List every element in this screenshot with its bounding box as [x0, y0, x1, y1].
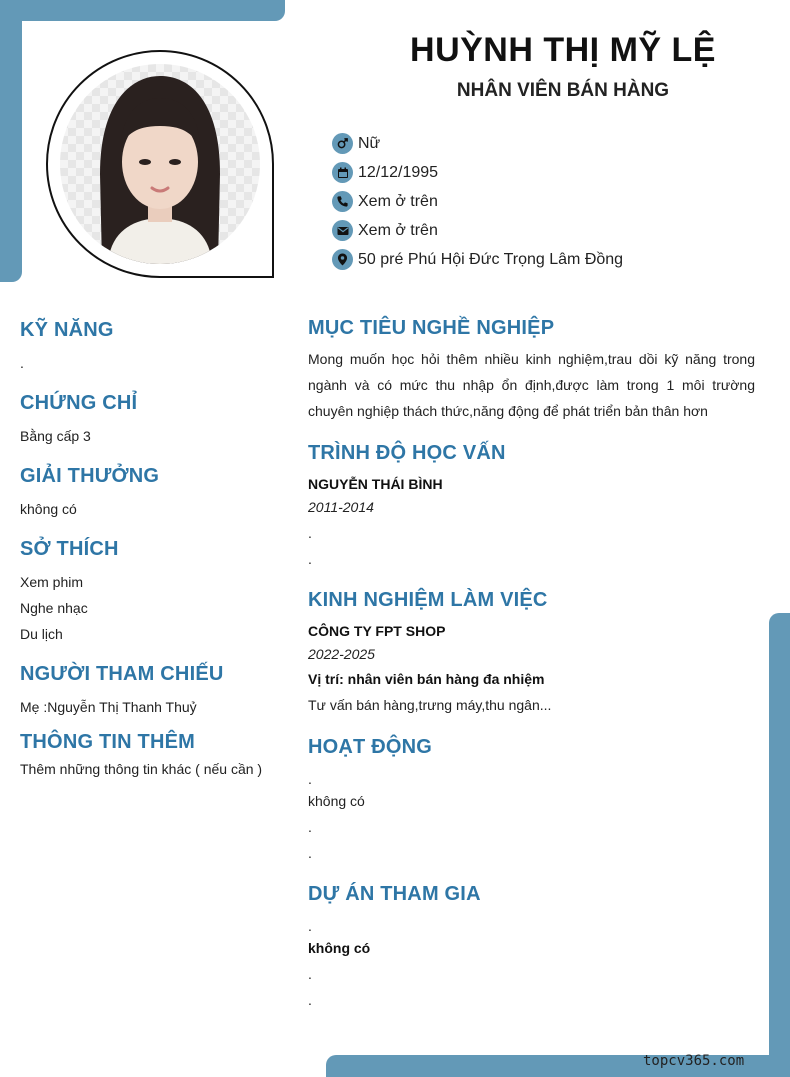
contact-email: [332, 216, 623, 245]
watermark: topcv365.com: [643, 1053, 745, 1069]
project-line: .: [308, 966, 312, 982]
experience-title: KINH NGHIỆM LÀM VIỆC: [308, 589, 548, 611]
activity-line: .: [308, 819, 312, 835]
project-line: .: [308, 918, 312, 934]
activity-line: không có: [308, 793, 365, 809]
activities-title: HOẠT ĐỘNG: [308, 736, 433, 758]
certificates-title: CHỨNG CHỈ: [20, 392, 138, 414]
contact-email-value[interactable]: Xem ở trên: [358, 221, 438, 239]
education-line: .: [308, 551, 312, 567]
references-title: NGƯỜI THAM CHIẾU: [20, 663, 224, 685]
objective-text: Mong muốn học hỏi thêm nhiều kinh nghiệm,trau dồi kỹ năng trong ngành và có mức thu nhập ổn định,được làm trong 1 môi trường chuyên nghiệp thách thức,năng động để phát triển bản thân hơn: [308, 351, 755, 419]
job-title: NHÂN VIÊN BÁN HÀNG: [456, 80, 670, 101]
projects-title: DỰ ÁN THAM GIA: [308, 883, 481, 905]
awards-title: GIẢI THƯỞNG: [20, 465, 160, 487]
decor-top-bar: [0, 0, 285, 21]
objective-title: MỤC TIÊU NGHỀ NGHIỆP: [308, 317, 555, 339]
hobbies-title: SỞ THÍCH: [20, 538, 119, 560]
reference-item: Mẹ :Nguyễn Thị Thanh Thuỷ: [20, 699, 197, 715]
project-line: .: [308, 992, 312, 1008]
avatar: [60, 64, 260, 264]
avatar-frame: [46, 50, 274, 278]
calendar-icon: [332, 162, 353, 183]
skills-item: .: [20, 355, 24, 371]
contact-gender-value: Nữ: [358, 134, 381, 152]
certificates-item: Bằng cấp 3: [20, 428, 91, 444]
contact-phone: [332, 187, 623, 216]
decor-right-bar: [769, 613, 790, 1077]
contact-gender: [332, 129, 623, 158]
experience-position: Vị trí: nhân viên bán hàng đa nhiệm: [308, 671, 545, 687]
experience-description: Tư vấn bán hàng,trưng máy,thu ngân...: [308, 697, 552, 713]
education-line: .: [308, 525, 312, 541]
awards-item: không có: [20, 501, 77, 517]
education-period: 2011-2014: [308, 499, 374, 515]
contact-phone-value[interactable]: Xem ở trên: [358, 192, 438, 210]
contact-list: [332, 129, 623, 274]
education-school: NGUYỄN THÁI BÌNH: [308, 476, 443, 492]
experience-period: 2022-2025: [308, 646, 375, 662]
contact-address-value: 50 pré Phú Hội Đức Trọng Lâm Đồng: [358, 250, 624, 268]
decor-left-bar: [0, 0, 22, 282]
skills-title: KỸ NĂNG: [20, 319, 114, 341]
extra-info-item: Thêm những thông tin khác ( nếu cần ): [20, 761, 263, 777]
location-icon: [332, 249, 353, 270]
candidate-name: HUỲNH THỊ MỸ LỆ: [410, 31, 716, 69]
experience-company: CÔNG TY FPT SHOP: [308, 623, 446, 639]
hobby-item: Du lịch: [20, 626, 63, 642]
education-title: TRÌNH ĐỘ HỌC VẤN: [308, 442, 506, 464]
contact-birthday-value: 12/12/1995: [358, 163, 439, 181]
extra-info-title: THÔNG TIN THÊM: [20, 731, 196, 753]
email-icon: [332, 220, 353, 241]
gender-icon: [332, 133, 353, 154]
activity-line: .: [308, 771, 312, 787]
activity-line: .: [308, 845, 312, 861]
hobby-item: Nghe nhạc: [20, 600, 88, 616]
phone-icon: [332, 191, 353, 212]
project-line: không có: [308, 940, 371, 956]
hobby-item: Xem phim: [20, 574, 84, 590]
contact-address: [332, 245, 623, 274]
contact-birthday: [332, 158, 623, 187]
